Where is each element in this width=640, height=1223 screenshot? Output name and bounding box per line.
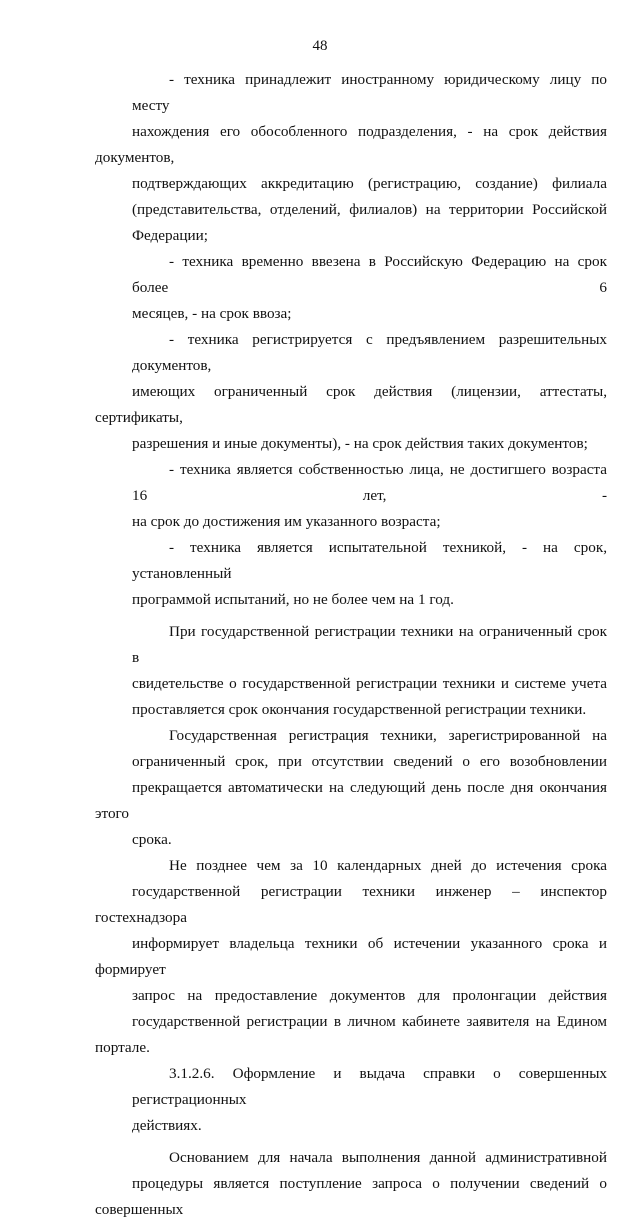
text-line: запрос на предоставление документов для пролонгации действия bbox=[132, 987, 607, 1004]
text-line: (представительства, отделений, филиалов) на территории Российской bbox=[132, 201, 607, 218]
text-line: - техника является испытательной техникой, - на срок, установленный bbox=[132, 539, 607, 582]
text-line: государственной регистрации в личном кабинете заявителя на Едином портале. bbox=[95, 1013, 607, 1056]
text-line: месяцев, - на срок ввоза; bbox=[132, 305, 292, 322]
paragraph bbox=[95, 67, 607, 249]
paragraph bbox=[95, 1145, 607, 1223]
text-line: нахождения его обособленного подразделения, - на срок действия документов, bbox=[95, 123, 607, 166]
paragraph bbox=[95, 535, 607, 613]
text-line: - техника принадлежит иностранному юридическому лицу по месту bbox=[132, 71, 607, 114]
paragraph bbox=[95, 1061, 607, 1139]
text-line: - техника является собственностью лица, не достигшего возраста 16 лет, - bbox=[132, 461, 607, 504]
paragraph bbox=[95, 457, 607, 535]
text-line: информирует владельца техники об истечении указанного срока и формирует bbox=[95, 935, 607, 978]
text-line: - техника временно ввезена в Российскую Федерацию на срок более 6 bbox=[132, 253, 607, 296]
text-line: Основанием для начала выполнения данной административной bbox=[169, 1149, 607, 1166]
text-line: проставляется срок окончания государственной регистрации техники. bbox=[132, 701, 587, 718]
text-line: прекращается автоматически на следующий день после дня окончания этого bbox=[95, 779, 607, 822]
paragraph bbox=[95, 619, 607, 723]
paragraph bbox=[95, 327, 607, 457]
text-line: При государственной регистрации техники на ограниченный срок в bbox=[132, 623, 607, 666]
text-line: действиях. bbox=[132, 1117, 202, 1134]
text-line: государственной регистрации техники инженер – инспектор гостехнадзора bbox=[95, 883, 607, 926]
text-line: на срок до достижения им указанного возраста; bbox=[132, 513, 441, 530]
text-line: свидетельстве о государственной регистрации техники и системе учета bbox=[132, 675, 607, 692]
text-line: Государственная регистрация техники, зарегистрированной на bbox=[169, 727, 607, 744]
text-line: срока. bbox=[132, 831, 172, 848]
paragraph bbox=[95, 249, 607, 327]
text-line: процедуры является поступление запроса о получении сведений о совершенных bbox=[95, 1175, 607, 1218]
text-line: подтверждающих аккредитацию (регистрацию, создание) филиала bbox=[132, 175, 607, 192]
paragraph bbox=[95, 853, 607, 1061]
text-line: ограниченный срок, при отсутствии сведений о его возобновлении bbox=[132, 753, 607, 770]
text-line: Федерации; bbox=[132, 227, 208, 244]
text-line: 3.1.2.6. Оформление и выдача справки о совершенных регистрационных bbox=[132, 1065, 607, 1108]
text-line: Не позднее чем за 10 календарных дней до истечения срока bbox=[169, 857, 607, 874]
page-number: 48 bbox=[312, 38, 328, 54]
text-line: разрешения и иные документы), - на срок действия таких документов; bbox=[132, 435, 588, 452]
paragraph bbox=[95, 723, 607, 853]
text-line: программой испытаний, но не более чем на 1 год. bbox=[132, 591, 454, 608]
text-line: - техника регистрируется с предъявлением разрешительных документов, bbox=[132, 331, 607, 374]
text-line: имеющих ограниченный срок действия (лицензии, аттестаты, сертификаты, bbox=[95, 383, 607, 426]
document-body bbox=[95, 67, 607, 1223]
